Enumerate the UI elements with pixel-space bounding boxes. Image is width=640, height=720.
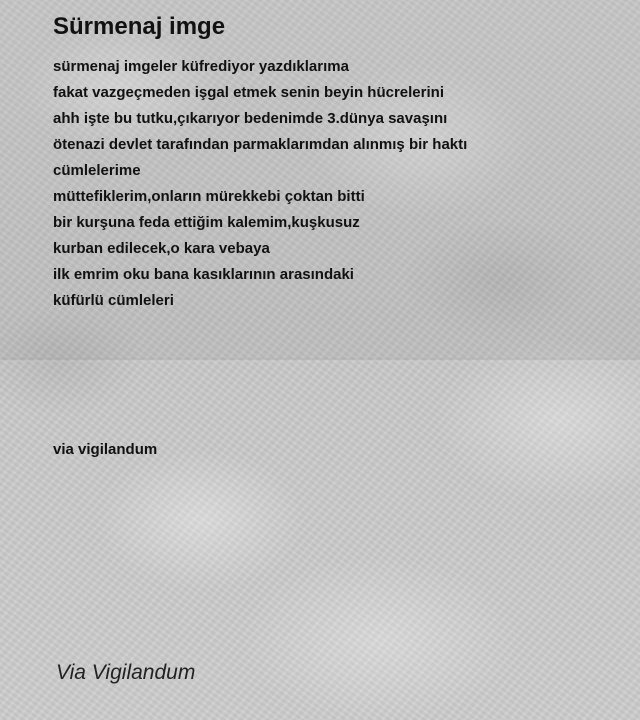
poem-line: ötenazi devlet tarafından parmaklarımdan alınmış bir haktı [53, 136, 468, 153]
poem-line: bir kurşuna feda ettiğim kalemim,kuşkusuz [53, 214, 360, 231]
poem-body [53, 54, 467, 314]
poem-line: ilk emrim oku bana kasıklarının arasındaki [53, 266, 354, 283]
poem-line: küfürlü cümleleri [53, 292, 174, 309]
poem-signature: Via Vigilandum [56, 661, 196, 684]
band-divider [0, 358, 640, 362]
poem-line: kurban edilecek,o kara vebaya [53, 240, 270, 257]
poem-line: cümlelerime [53, 162, 141, 179]
poem-title: Sürmenaj imge [53, 13, 226, 40]
poem-line: müttefiklerim,onların mürekkebi çoktan bitti [53, 188, 365, 205]
poem-author: via vigilandum [53, 441, 158, 458]
poem-line: ahh işte bu tutku,çıkarıyor bedenimde 3.dünya savaşını [53, 110, 448, 127]
poem-line: sürmenaj imgeler küfrediyor yazdıklarıma [53, 58, 349, 75]
poem-line: fakat vazgeçmeden işgal etmek senin beyin hücrelerini [53, 84, 444, 101]
